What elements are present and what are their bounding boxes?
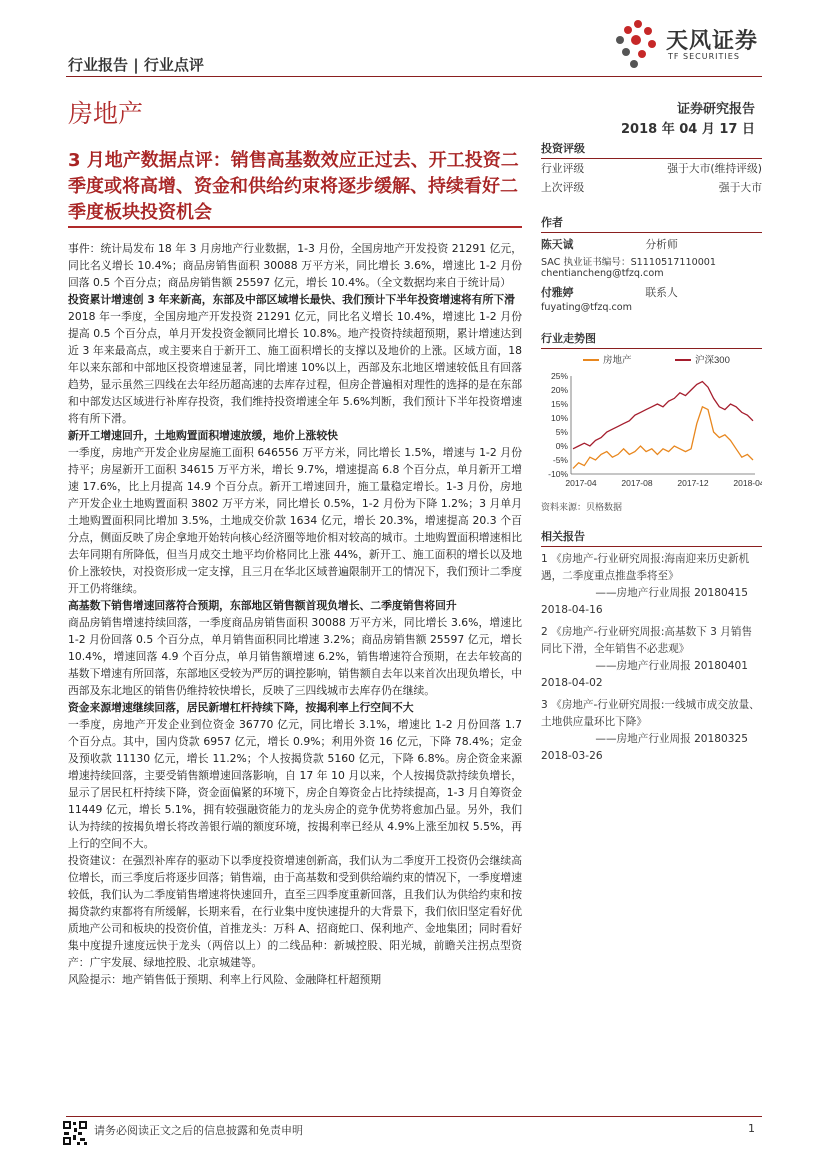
author-2-email[interactable]: fuyating@tfzq.com — [541, 302, 633, 313]
page-number: 1 — [748, 1122, 755, 1135]
report-title: 3 月地产数据点评：销售高基数效应正过去、开工投资二季度或将高增、资金和供给约束将逐步缓解、持续看好二季度板块投资机会 — [68, 150, 519, 223]
x-tick-label: 2018-04 — [733, 478, 762, 488]
related-report-3-source: ——房地产行业周报 20180325 — [595, 733, 748, 745]
section-heading-sales: 高基数下销售增速回落符合预期，东部地区销售额首现负增长、二季度销售将回升 — [68, 599, 457, 612]
author-1-cert: SAC 执业证书编号：S1110517110001 — [541, 257, 717, 268]
author-1-name: 陈天诚 — [541, 238, 574, 251]
legend-label: 沪深300 — [695, 355, 730, 366]
qr-code-icon — [62, 1120, 88, 1146]
construction-paragraph: 一季度，房地产开发企业房屋施工面积 646556 万平方米，同比增长 1.5%，增速与 1-2 月份持平；房屋新开工面积 34615 万平方米，增长 9.7%，增速提高 6.8 个百分点，单月新开工增速 17.6%，比上月提高 14.9 个百分点。新开工增速回升，施工量稳定增长。1-3 月份，房地产开发企业土地购置面积 3802 万平方米，同比增长 0.5%，1-2 月份为下降 1.2%；3 月单月土地购置面积同比增加 3.5%，土地成交价款 1634 亿元，增长 20.3%，增速提高 20.3 个百分点，侧面反映了房企拿地开始转向核心经济圈等地价相对较高的城市。土地购置面积增速相比去年同期有所降低，但当月成交土地平均价格同比上涨 44%，新开工、施工面积的增长以及地价上涨较快，对投资形成一定支撑，且三月在华北区域普遍限制开工的情况下，我们预计二季度开工仍将继续。 — [68, 446, 522, 595]
author-heading: 作者 — [541, 214, 762, 233]
section-heading-construction: 新开工增速回升，土地购置面积增速放缓，地价上涨较快 — [68, 429, 338, 442]
report-type: 证券研究报告 — [676, 102, 755, 117]
related-report-1[interactable]: 1 《房地产-行业研究周报:海南迎来历史新机遇，二季度重点推盘季将至》 — [541, 553, 750, 582]
chart-source: 资料来源：贝格数据 — [541, 503, 623, 513]
legend-label: 房地产 — [603, 355, 632, 366]
sales-paragraph: 商品房销售增速持续回落，一季度商品房销售面积 30088 万平方米，同比增长 3.6%，增速比 1-2 月份回落 0.5 个百分点，单月销售面积同比增速 3.2%；商品房销售额 25597 亿元，增长 10.4%，增速回落 4.9 个百分点，单月销售额增速 6.2%，销售增速符合预期，在去年较高的基数下增速有所回落，东部地区受较为严厉的调控影响，销售额自去年以来首次出现负增长，中西部及东北地区的销售仍维持较快增长，反映了三四线城市去库存仍在继续。 — [68, 616, 522, 697]
x-tick-label: 2017-12 — [677, 478, 709, 488]
prev-rating-label: 上次评级 — [541, 181, 585, 194]
related-report-3-date: 2018-03-26 — [541, 750, 603, 762]
related-report-1-date: 2018-04-16 — [541, 604, 603, 616]
author-1-email[interactable]: chentiancheng@tfzq.com — [541, 268, 664, 279]
y-tick-label: 15% — [550, 399, 568, 409]
y-tick-label: 5% — [555, 427, 568, 437]
rating-section — [541, 140, 762, 197]
author-section — [541, 214, 762, 313]
investment-paragraph: 2018 年一季度，全国房地产开发投资 21291 亿元，同比名义增长 10.4%，增速比 1-2 月份提高 0.5 个百分点，单月开发投资金额同比增长 10.8%。地产投资持续超预期，累计增速达到近 3 年来最高点，或主要来自于新开工、施工面积增长的支撑以及地价的上涨。区域方面，18 年以来东部和中部地区投资增速显著，同比增速 10%以上，西部及东北地区增速较低且有回落趋势，显示虽然三四线在去年经历超高速的去库存过程，但房企普遍相对理性的选择的是在东部和中部发达区域进行补库存投资，我们维持投资增速全年 5.6%判断，我们预计下半年投资增速将有所下滑。 — [68, 310, 522, 425]
rating-label: 行业评级 — [541, 162, 585, 175]
report-date: 2018 年 04 月 17 日 — [621, 122, 755, 137]
related-report-2-date: 2018-04-02 — [541, 677, 603, 689]
header-divider — [66, 76, 762, 77]
y-tick-label: 0% — [555, 441, 568, 451]
company-logo — [610, 18, 770, 74]
y-tick-label: 10% — [550, 413, 568, 423]
y-tick-label: -5% — [552, 455, 568, 465]
report-body — [68, 240, 522, 988]
rating-value: 强于大市(维持评级) — [667, 162, 762, 175]
rating-heading: 投资评级 — [541, 140, 762, 159]
risk-paragraph: 风险提示：地产销售低于预期、利率上行风险、金融降杠杆超预期 — [68, 973, 382, 986]
y-tick-label: 25% — [550, 371, 568, 381]
series-line — [573, 382, 753, 449]
section-heading-investment: 投资累计增速创 3 年来新高，东部及中部区域增长最快、我们预计下半年投资增速将有所下滑 — [68, 293, 515, 306]
trend-chart-svg — [541, 346, 762, 496]
logo-text-en: TF SECURITIES — [668, 52, 740, 61]
logo-text-cn: 天风证券 — [666, 29, 759, 54]
title-divider — [68, 226, 522, 228]
chart-heading: 行业走势图 — [541, 330, 762, 349]
author-2-role: 联系人 — [645, 286, 678, 299]
y-tick-label: 20% — [550, 385, 568, 395]
logo-dots-icon — [610, 18, 664, 72]
x-tick-label: 2017-04 — [565, 478, 597, 488]
event-paragraph: 事件：统计局发布 18 年 3 月房地产行业数据，1-3 月份，全国房地产开发投资 21291 亿元，同比名义增长 10.4%；商品房销售面积 30088 万平方米，同比增长 3.6%，增速比 1-2 月份回落 0.5 个百分点；商品房销售额 25597 亿元，增长 10.4%。（全文数据均来自于统计局） — [68, 242, 522, 289]
related-report-2-source: ——房地产行业周报 20180401 — [595, 660, 748, 672]
x-tick-label: 2017-08 — [621, 478, 653, 488]
sector-title: 房地产 — [68, 99, 144, 128]
prev-rating-value: 强于大市 — [718, 181, 762, 194]
related-heading: 相关报告 — [541, 528, 762, 547]
footer-divider — [66, 1116, 762, 1117]
related-report-2[interactable]: 2 《房地产-行业研究周报:高基数下 3 月销售同比下滑，全年销售不必悲观》 — [541, 626, 753, 655]
footer-disclaimer[interactable]: 请务必阅读正文之后的信息披露和免责申明 — [94, 1124, 303, 1137]
related-report-1-source: ——房地产行业周报 20180415 — [595, 587, 748, 599]
author-1-role: 分析师 — [645, 238, 678, 251]
investment-advice-paragraph: 投资建议：在强烈补库存的驱动下以季度投资增速创新高，我们认为二季度开工投资仍会继续高位增长，而三季度后将逐步回落；销售端，由于高基数和受到供给端约束的情况下，一季度增速较低，我们认为二季度销售增速将快速回升，直至三四季度重新回落，且我们认为供给约束和按揭贷款约束都将有所缓解，长期来看，在行业集中度快速提升的大背景下，我们依旧坚定看好优质地产公司和板块的投资价值，首推龙头：万科 A、招商蛇口、保利地产、金地集团；同时看好集中度提升速度远快于龙头（两倍以上）的二线品种：新城控股、阳光城，前瞻关注拐点型资产：广宇发展、绿地控股、北京城建等。 — [68, 854, 522, 969]
section-heading-funding: 资金来源增速继续回落，居民新增杠杆持续下降，按揭利率上行空间不大 — [68, 701, 414, 714]
report-category: 行业报告 | 行业点评 — [68, 56, 204, 74]
trend-chart — [541, 346, 762, 496]
funding-paragraph: 一季度，房地产开发企业到位资金 36770 亿元，同比增长 3.1%，增速比 1-2 月份回落 1.7 个百分点。其中，国内贷款 6957 亿元，增长 0.9%；利用外资 16 亿元，下降 78.4%；定金及预收款 11130 亿元，增长 11.2%；个人按揭贷款 5160 亿元，下降 6.8%。房企资金来源增速持续回落，主要受销售额增速回落影响，自 17 年 10 月以来，个人按揭贷款持续负增长，显示了居民杠杆持续下降，资金面偏紧的环境下，房企自筹资金占比持续提高，1-3 月自筹资金 11449 亿元，增长 5.1%，拥有较强融资能力的龙头房企的竞争优势将愈加凸显。另外，我们认为持续的按揭负增长将改善银行端的额度环境，按揭利率已经从 4.9%上涨至加权 5.5%，再上行的空间不大。 — [68, 718, 522, 850]
related-report-3[interactable]: 3 《房地产-行业研究周报:一线城市成交放量、土地供应量环比下降》 — [541, 699, 760, 728]
y-tick-label: -10% — [548, 469, 568, 479]
related-reports-section — [541, 528, 762, 765]
author-2-name: 付雅婷 — [541, 286, 574, 299]
